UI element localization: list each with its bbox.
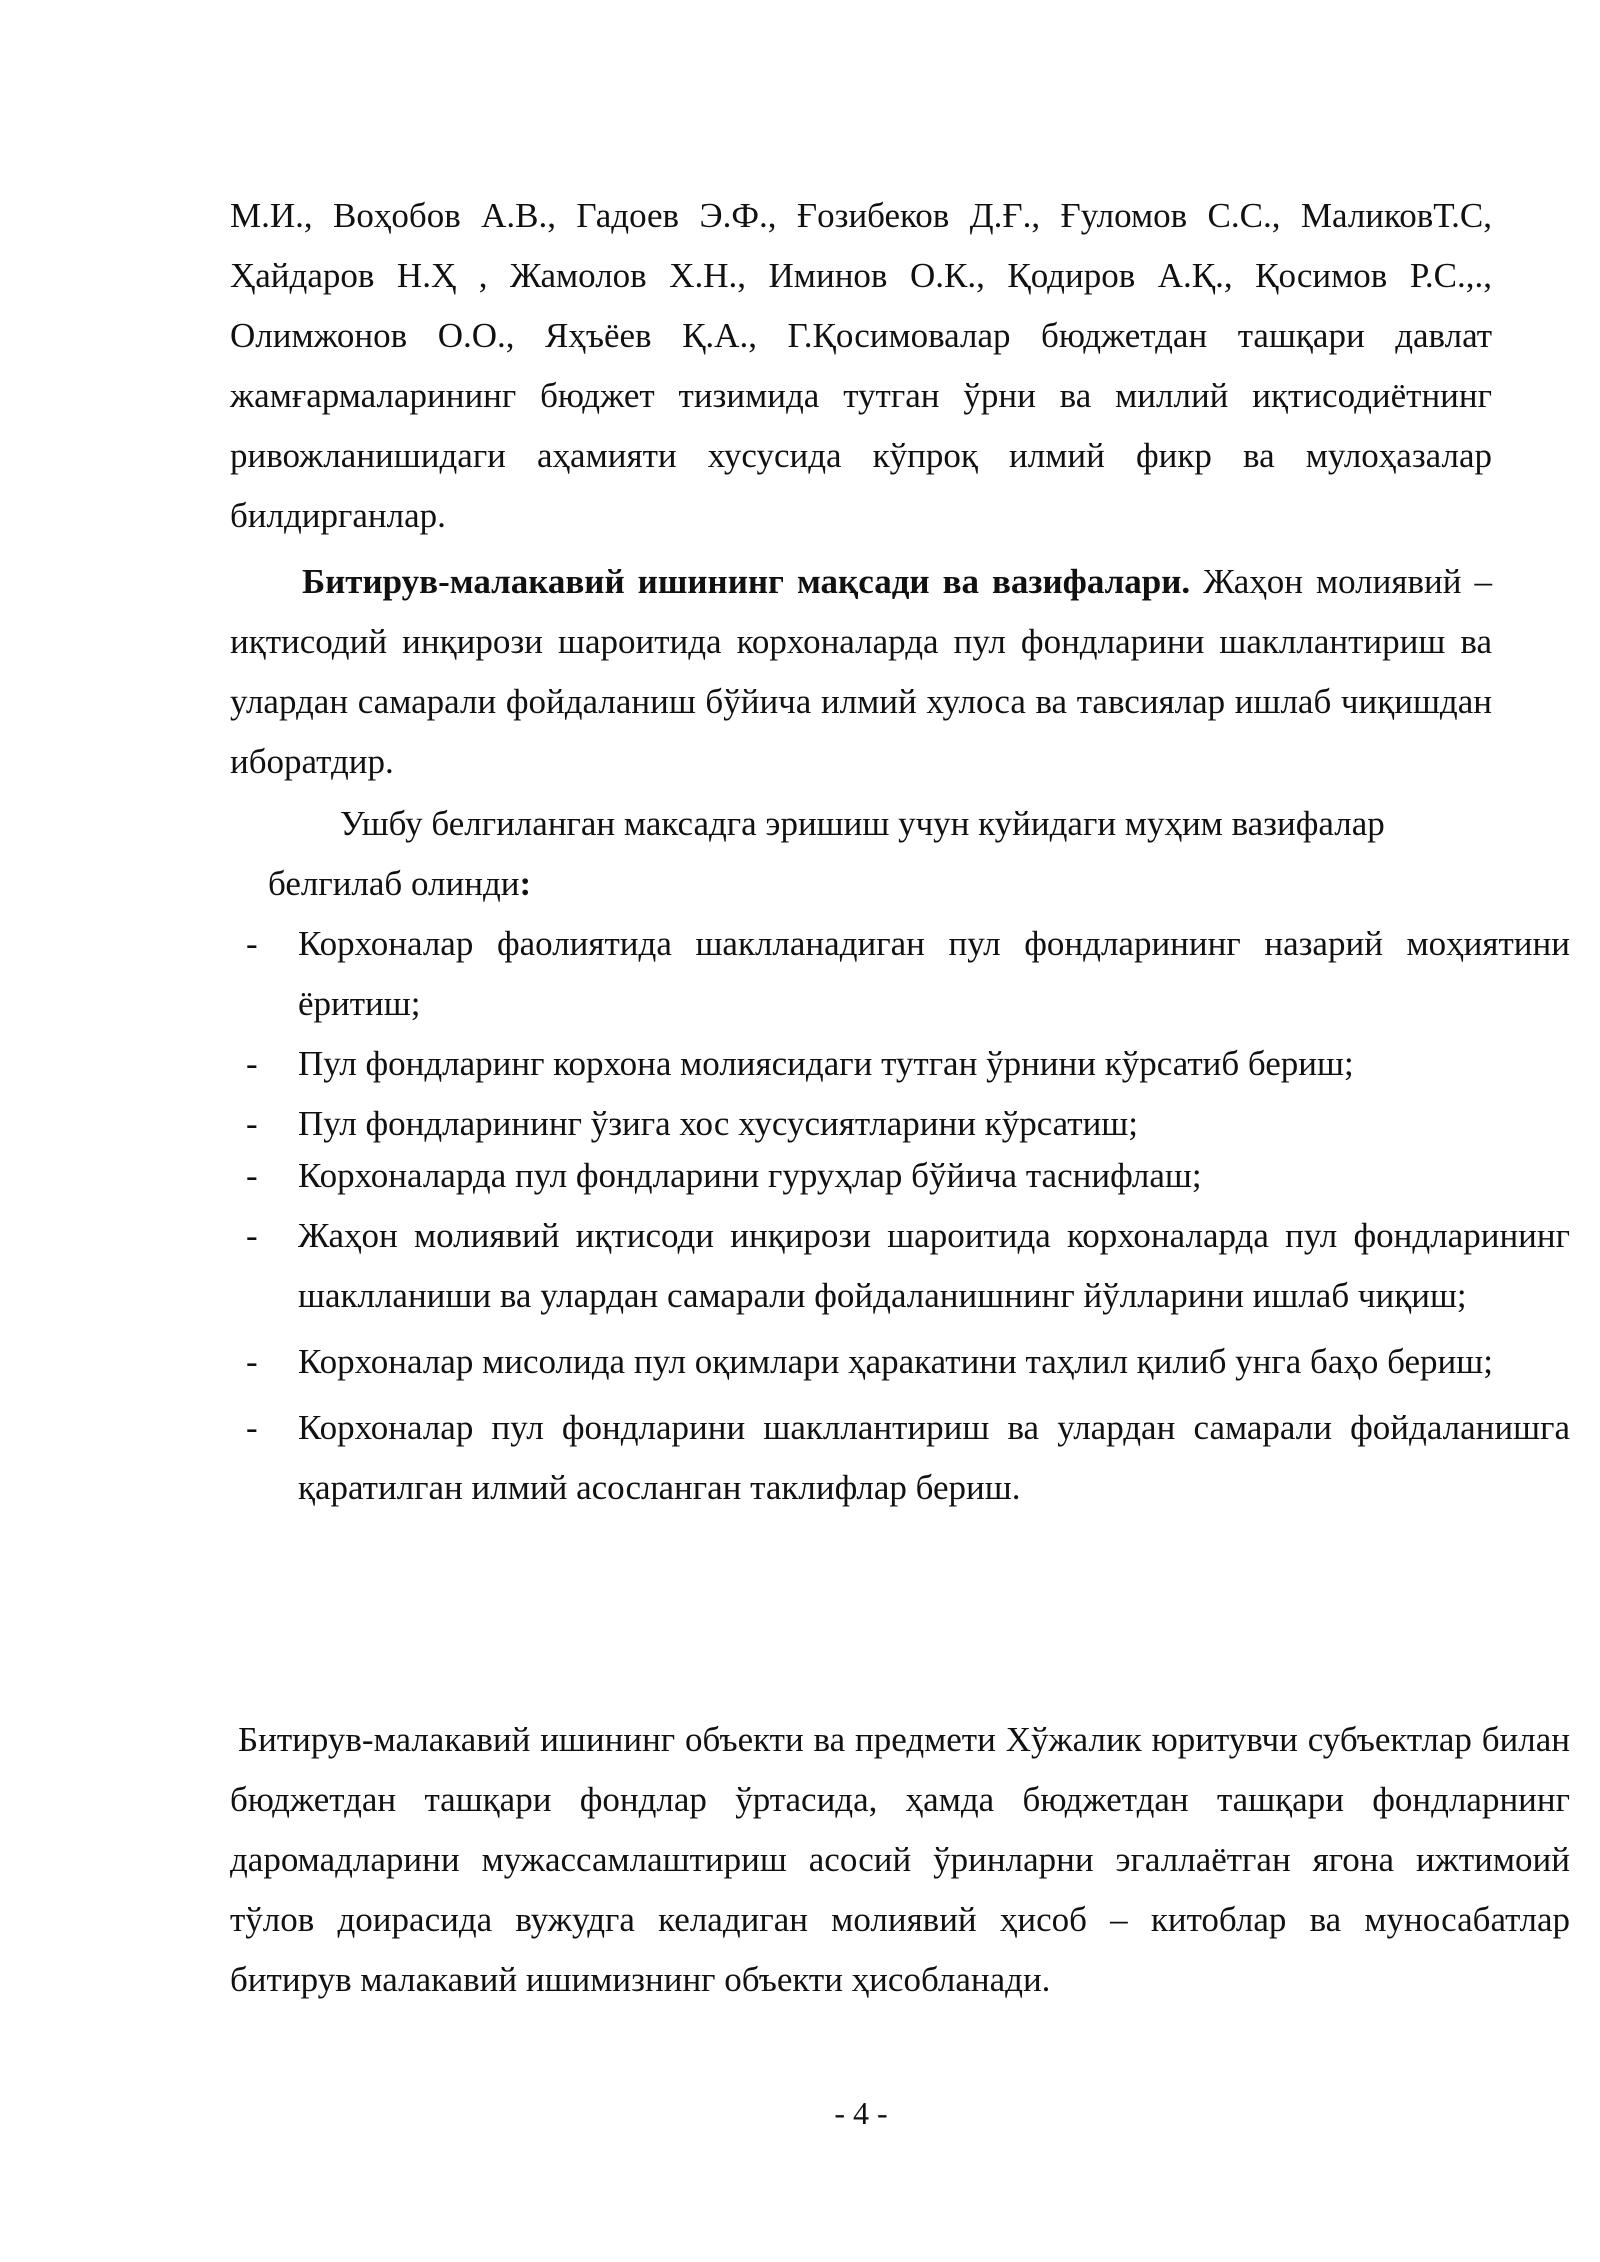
task-text: Корхоналарда пул фондларини гуруҳлар бўйича таснифлаш; bbox=[298, 1156, 1202, 1195]
tasks-list bbox=[246, 914, 1570, 1518]
purpose-line-2-text: белгилаб олинди bbox=[268, 864, 520, 903]
list-item bbox=[246, 1332, 1570, 1392]
list-dash: - bbox=[246, 924, 258, 963]
task-text: Корхоналар пул фондларини шакллантириш ва улардан самарали фойдаланишга қаратилган илмий асосланган таклифлар бериш. bbox=[298, 1408, 1570, 1507]
object-paragraph bbox=[230, 1710, 1570, 2010]
list-dash: - bbox=[246, 1156, 258, 1195]
task-text: Корхоналар фаолиятида шаклланадиган пул фондларининг назарий моҳиятини ёритиш; bbox=[298, 924, 1570, 1023]
list-item bbox=[246, 1094, 1570, 1154]
goal-heading: Битирув-малакавий ишининг мақсади ва вазифалари. bbox=[302, 562, 1191, 601]
task-text: Корхоналар мисолида пул оқимлари ҳаракатини таҳлил қилиб унга баҳо бериш; bbox=[298, 1342, 1493, 1381]
list-dash: - bbox=[246, 1044, 258, 1083]
purpose-line-2 bbox=[268, 854, 1468, 914]
list-item bbox=[246, 1146, 1570, 1206]
goal-paragraph bbox=[230, 552, 1492, 792]
object-text: Битирув-малакавий ишининг объекти ва предмети Хўжалик юритувчи субъектлар билан бюджетдан ташқари фондлар ўртасида, ҳамда бюджетдан ташқари фондларнинг даромадларини мужассамлаштириш асосий ўринларни эгаллаётган ягона ижтимоий тўлов доирасида вужудга келадиган молиявий ҳисоб – китоблар ва муносабатлар битирув малакавий ишимизнинг объекти ҳисобланади. bbox=[230, 1720, 1570, 1999]
list-item bbox=[246, 1206, 1570, 1326]
list-item bbox=[246, 914, 1570, 1034]
list-item bbox=[246, 1398, 1570, 1518]
list-dash: - bbox=[246, 1408, 258, 1447]
task-text: Пул фондларининг ўзига хос хусусиятларини кўрсатиш; bbox=[298, 1104, 1138, 1143]
intro-paragraph: М.И., Воҳобов А.В., Гадоев Э.Ф., Ғозибеков Д.Ғ., Ғуломов С.С., МаликовТ.С, Ҳайдаров Н.Ҳ , Жамолов Х.Н., Иминов О.К., Қодиров А.Қ., Қосимов Р.С.,., Олимжонов О.О., Яҳъёев Қ.А., Г.Қосимовалар бюджетдан ташқари давлат жамғармаларининг бюджет тизимида тутган ўрни ва миллий иқтисодиётнинг ривожланишидаги аҳамияти хусусида кўпроқ илмий фикр ва мулоҳазалар билдирганлар. bbox=[230, 196, 1492, 535]
goal-text: Жаҳон молиявий – иқтисодий инқирози шароитида корхоналарда пул фондларини шакллантириш ва улардан самарали фойдаланиш бўйича илмий хулоса ва тавсиялар ишлаб чиқишдан иборатдир. bbox=[230, 562, 1492, 781]
list-dash: - bbox=[246, 1342, 258, 1381]
task-text: Пул фондларинг корхона молиясидаги тутган ўрнини кўрсатиб бериш; bbox=[298, 1044, 1354, 1083]
list-dash: - bbox=[246, 1216, 258, 1255]
list-dash: - bbox=[246, 1104, 258, 1143]
page-number: - 4 - bbox=[834, 2095, 888, 2131]
list-item bbox=[246, 1034, 1570, 1094]
task-text: Жаҳон молиявий иқтисоди инқирози шароитида корхоналарда пул фондларининг шаклланиши ва улардан самарали фойдаланишнинг йўлларини ишлаб чиқиш; bbox=[298, 1216, 1570, 1315]
purpose-line-1: Ушбу белгиланган максадга эришиш учун куйидаги муҳим вазифалар bbox=[340, 804, 1385, 843]
purpose-colon: : bbox=[519, 864, 532, 903]
